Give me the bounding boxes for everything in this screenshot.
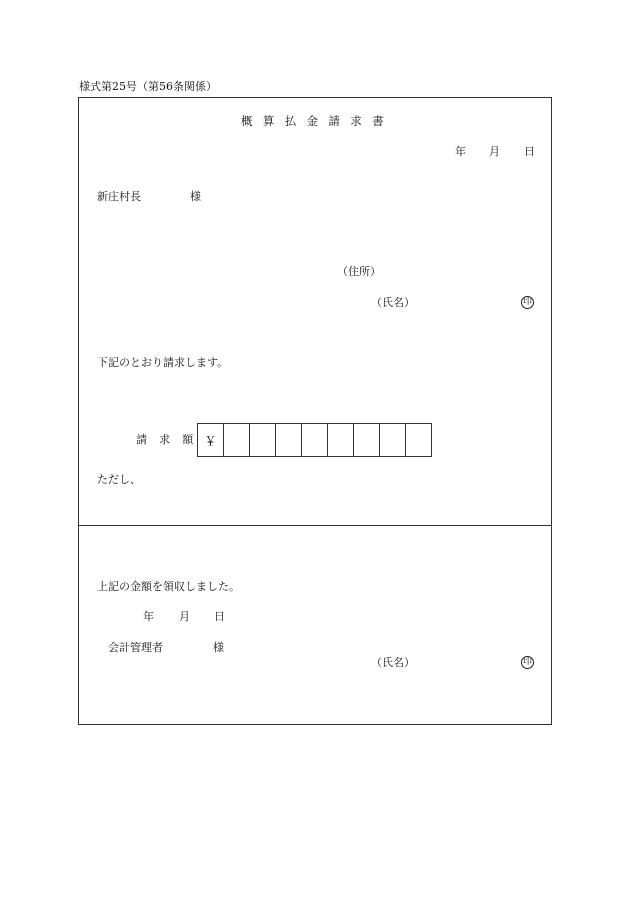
amount-boxes — [197, 423, 432, 457]
addressee-honorific: 様 — [190, 190, 201, 203]
amount-digit-cell[interactable] — [379, 423, 406, 457]
amount-digit-cell[interactable] — [301, 423, 328, 457]
amount-digit-cell[interactable] — [275, 423, 302, 457]
addressee-name: 新庄村長 — [97, 190, 141, 203]
form-number: 様式第25号（第56条関係） — [79, 80, 217, 93]
proviso-label: ただし、 — [97, 473, 141, 486]
amount-digit-cell[interactable] — [353, 423, 380, 457]
receipt-name-label: （氏名） — [371, 656, 415, 669]
section-divider — [78, 525, 552, 526]
date-month-label: 月 — [489, 145, 500, 158]
receipt-date-year-label: 年 — [143, 610, 154, 623]
receipt-addressee-name: 会計管理者 — [108, 641, 163, 654]
seal-icon: 印 — [522, 657, 532, 667]
request-statement: 下記のとおり請求します。 — [97, 356, 229, 369]
receipt-date-month-label: 月 — [179, 610, 190, 623]
amount-digit-cell[interactable] — [223, 423, 250, 457]
receipt-statement: 上記の金額を領収しました。 — [97, 580, 240, 593]
amount-digit-cell[interactable] — [327, 423, 354, 457]
date-day-label: 日 — [524, 145, 535, 158]
form-title: 概算払金請求書 — [241, 114, 394, 128]
amount-digit-cell[interactable] — [249, 423, 276, 457]
receipt-date-day-label: 日 — [214, 610, 225, 623]
yen-sign: ￥ — [204, 433, 217, 448]
applicant-name-label: （氏名） — [371, 296, 415, 309]
amount-currency-cell — [197, 423, 224, 457]
amount-label: 請求額 — [136, 433, 206, 446]
date-year-label: 年 — [455, 145, 466, 158]
receipt-addressee-honorific: 様 — [213, 641, 224, 654]
seal-icon: 印 — [522, 297, 532, 307]
amount-digit-cell[interactable] — [405, 423, 432, 457]
address-label: （住所） — [337, 265, 381, 278]
form-frame — [78, 97, 552, 725]
